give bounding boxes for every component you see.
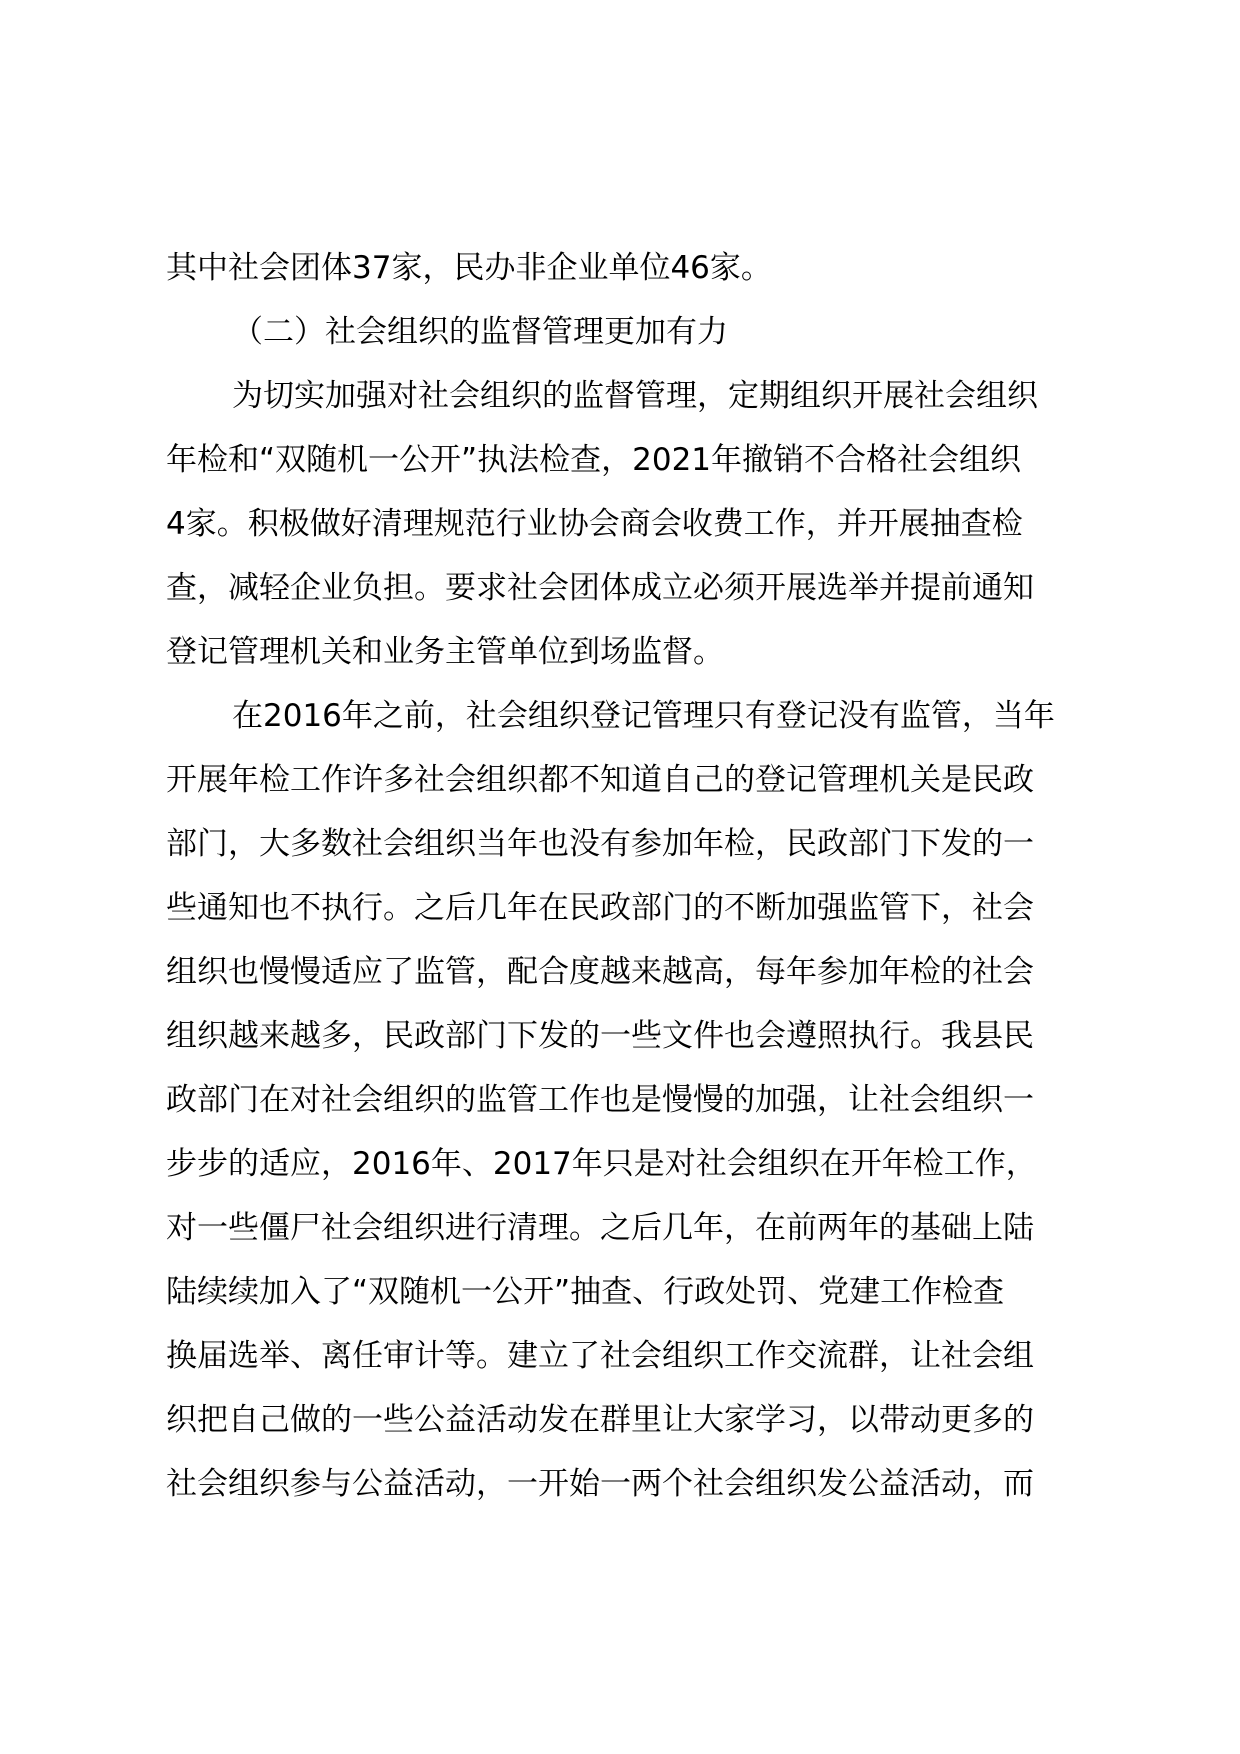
document-body <box>166 236 1126 1516</box>
paragraph-first-line: 为切实加强对社会组织的监督管理，定期组织开展社会组织 <box>232 378 1038 414</box>
body-text-line: 些通知也不执行。之后几年在民政部门的不断加强监管下，社会 <box>166 890 1034 926</box>
body-text-line: 开展年检工作许多社会组织都不知道自己的登记管理机关是民政 <box>166 762 1034 798</box>
body-text-line: 政部门在对社会组织的监管工作也是慢慢的加强，让社会组织一 <box>166 1082 1034 1118</box>
body-text-line: 年检和“双随机一公开”执法检查，2021年撤销不合格社会组织 <box>166 442 1022 478</box>
body-text-line: 步步的适应，2016年、2017年只是对社会组织在开年检工作， <box>166 1146 1037 1182</box>
body-text-line: 登记管理机关和业务主管单位到场监督。 <box>166 634 724 670</box>
body-text-line: 查，减轻企业负担。要求社会团体成立必须开展选举并提前通知 <box>166 570 1034 606</box>
body-text-line: 部门，大多数社会组织当年也没有参加年检，民政部门下发的一 <box>166 826 1034 862</box>
body-text-line: 陆续续加入了“双随机一公开”抽查、行政处罚、党建工作检查 <box>166 1274 1005 1310</box>
body-text-line: 换届选举、离任审计等。建立了社会组织工作交流群，让社会组 <box>166 1338 1034 1374</box>
body-text-line: 社会组织参与公益活动，一开始一两个社会组织发公益活动，而 <box>166 1466 1034 1502</box>
body-text-line: 其中社会团体37家，民办非企业单位46家。 <box>166 250 772 286</box>
body-text-line: 对一些僵尸社会组织进行清理。之后几年，在前两年的基础上陆 <box>166 1210 1034 1246</box>
paragraph-first-line: 在2016年之前，社会组织登记管理只有登记没有监管，当年 <box>232 698 1055 734</box>
body-text-line: 4家。积极做好清理规范行业协会商会收费工作，并开展抽查检 <box>166 506 1023 542</box>
body-text-line: 组织越来越多，民政部门下发的一些文件也会遵照执行。我县民 <box>166 1018 1034 1054</box>
section-heading: （二）社会组织的监督管理更加有力 <box>232 314 728 350</box>
body-text-line: 织把自己做的一些公益活动发在群里让大家学习，以带动更多的 <box>166 1402 1034 1438</box>
body-text-line: 组织也慢慢适应了监管，配合度越来越高，每年参加年检的社会 <box>166 954 1034 990</box>
